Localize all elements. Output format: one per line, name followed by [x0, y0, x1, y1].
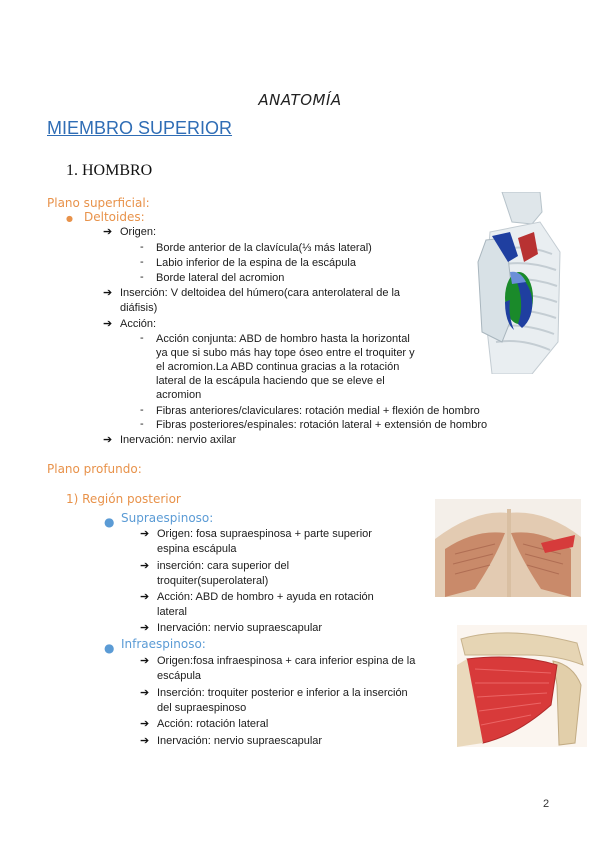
- supra-line: Acción: ABD de hombro + ayuda en rotación: [157, 591, 374, 603]
- superficial-plane-label: Plano superficial:: [47, 196, 150, 210]
- supra-line: inserción: cara superior del: [157, 560, 290, 572]
- accion-line: acromion: [156, 389, 202, 401]
- arrow-icon: ➔: [103, 287, 113, 299]
- arrow-icon: ➔: [140, 687, 150, 699]
- arrow-icon: ➔: [140, 591, 150, 603]
- section-heading: MIEMBRO SUPERIOR: [47, 118, 233, 138]
- dash-icon: -: [140, 332, 144, 344]
- dash-icon: -: [140, 404, 144, 416]
- infraspinatus-image: [457, 625, 587, 747]
- region-heading: 1) Región posterior: [66, 492, 181, 506]
- infraespinoso-label: Infraespinoso:: [121, 637, 206, 651]
- origen-item: Labio inferior de la espina de la escápula: [156, 257, 356, 269]
- infra-line: Origen:fosa infraespinosa + cara inferior espina de la: [157, 655, 416, 667]
- supra-line: troquiter(superolateral): [157, 575, 269, 587]
- chapter-heading: 1. HOMBRO: [66, 162, 153, 179]
- arrow-icon: ➔: [103, 434, 113, 446]
- insercion-line: diáfisis): [120, 302, 158, 314]
- arrow-icon: ➔: [140, 622, 150, 634]
- accion-line: ya que si subo más hay tope óseo entre el troquiter y: [156, 347, 415, 359]
- accion-line: el acromion.La ABD continua gracias a la rotación: [156, 361, 400, 373]
- origen-label: Origen:: [120, 226, 157, 238]
- bullet-icon: ●: [104, 515, 115, 529]
- document-title: ANATOMÍA: [258, 91, 342, 109]
- infra-line: del supraespinoso: [157, 702, 247, 714]
- infra-line: Acción: rotación lateral: [157, 718, 269, 730]
- accion-label: Acción:: [120, 318, 157, 330]
- dash-icon: -: [140, 241, 144, 253]
- supra-line: Origen: fosa supraespinosa + parte superior: [157, 528, 372, 540]
- supraspinatus-image: [435, 499, 581, 597]
- arrow-icon: ➔: [140, 528, 150, 540]
- dash-icon: -: [140, 271, 144, 283]
- insercion-line: Inserción: V deltoidea del húmero(cara anterolateral de la: [120, 287, 401, 299]
- arrow-icon: ➔: [140, 735, 150, 747]
- page-number: 2: [543, 798, 550, 810]
- origen-item: Borde anterior de la clavícula(⅓ más lateral): [156, 242, 372, 254]
- fibras-posteriores: Fibras posteriores/espinales: rotación lateral + extensión de hombro: [156, 419, 488, 431]
- deltoides-label: Deltoides:: [84, 210, 145, 224]
- arrow-icon: ➔: [140, 655, 150, 667]
- infra-line: Inervación: nervio supraescapular: [157, 735, 323, 747]
- dash-icon: -: [140, 256, 144, 268]
- deep-plane-label: Plano profundo:: [47, 462, 142, 476]
- supraespinoso-label: Supraespinoso:: [121, 511, 214, 525]
- arrow-icon: ➔: [103, 318, 113, 330]
- origen-item: Borde lateral del acromion: [156, 272, 285, 284]
- arrow-icon: ➔: [140, 718, 150, 730]
- bullet-icon: ●: [104, 641, 115, 655]
- infra-line: escápula: [157, 670, 202, 682]
- inervacion-line: Inervación: nervio axilar: [120, 434, 237, 446]
- bullet-icon: ●: [66, 214, 73, 223]
- accion-line: lateral de la escápula haciendo que se eleve el: [156, 375, 385, 387]
- supra-line: lateral: [157, 606, 187, 618]
- supra-line: espina escápula: [157, 543, 237, 555]
- dash-icon: -: [140, 418, 144, 430]
- deltoid-skeleton-image: [462, 192, 564, 374]
- fibras-anteriores: Fibras anteriores/claviculares: rotación medial + flexión de hombro: [156, 405, 480, 417]
- infra-line: Inserción: troquiter posterior e inferior a la inserción: [157, 687, 408, 699]
- accion-line: Acción conjunta: ABD de hombro hasta la horizontal: [156, 333, 410, 345]
- supra-line: Inervación: nervio supraescapular: [157, 622, 323, 634]
- arrow-icon: ➔: [140, 560, 150, 572]
- arrow-icon: ➔: [103, 226, 113, 238]
